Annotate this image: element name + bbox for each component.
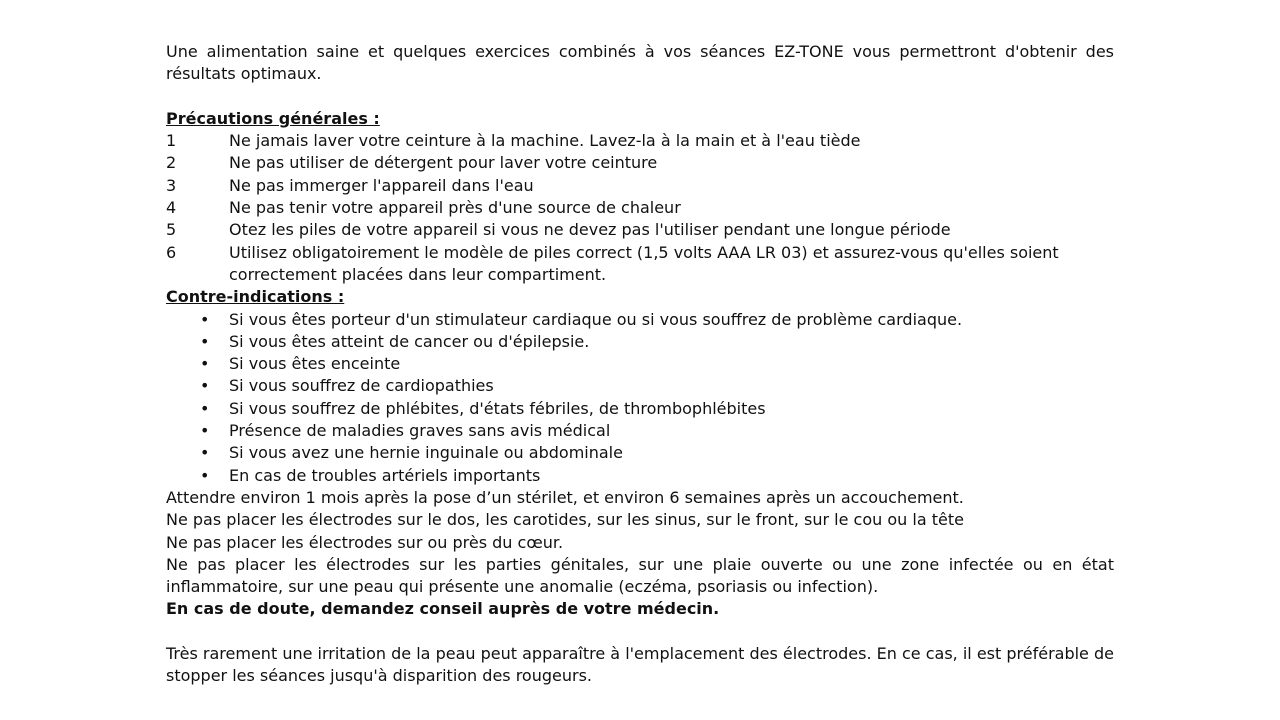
warning-text: En cas de doute, demandez conseil auprès de votre médecin. bbox=[166, 599, 720, 619]
list-item bbox=[166, 375, 1114, 397]
item-number: 1 bbox=[166, 131, 177, 151]
bullet-icon: • bbox=[200, 331, 210, 351]
item-text: Utilisez obligatoirement le modèle de piles correct (1,5 volts AAA LR 03) et assurez-vous qu'elles soient correctement placées dans leur compartiment. bbox=[229, 242, 1059, 284]
item-number: 3 bbox=[166, 175, 177, 195]
item-text: Ne pas tenir votre appareil près d'une source de chaleur bbox=[229, 198, 681, 218]
list-item bbox=[166, 197, 1114, 219]
list-item bbox=[166, 175, 1114, 197]
list-item bbox=[166, 242, 1114, 287]
document-page bbox=[166, 41, 1114, 688]
contre-indications-heading bbox=[166, 286, 1114, 308]
bullet-icon: • bbox=[200, 354, 210, 374]
contre-indications-list bbox=[166, 309, 1114, 487]
item-text: Si vous souffrez de cardiopathies bbox=[229, 376, 494, 396]
precautions-heading bbox=[166, 108, 1114, 130]
list-item bbox=[166, 331, 1114, 353]
item-number: 4 bbox=[166, 198, 177, 218]
bullet-icon: • bbox=[200, 398, 210, 418]
list-item bbox=[166, 420, 1114, 442]
bullet-icon: • bbox=[200, 421, 210, 441]
item-text: Si vous avez une hernie inguinale ou abdominale bbox=[229, 443, 623, 463]
note-sterilet: Attendre environ 1 mois après la pose d’un stérilet, et environ 6 semaines après un accouchement. bbox=[166, 487, 964, 507]
item-number: 5 bbox=[166, 220, 177, 240]
list-item bbox=[166, 442, 1114, 464]
item-number: 6 bbox=[166, 242, 177, 262]
bullet-icon: • bbox=[200, 309, 210, 329]
item-text: En cas de troubles artériels importants bbox=[229, 465, 541, 485]
item-text: Ne jamais laver votre ceinture à la machine. Lavez-la à la main et à l'eau tiède bbox=[229, 131, 861, 151]
item-text: Si vous êtes porteur d'un stimulateur cardiaque ou si vous souffrez de problème cardiaque. bbox=[229, 309, 963, 329]
spacer bbox=[166, 621, 1114, 643]
contre-indications-heading-text: Contre-indications : bbox=[166, 287, 345, 307]
note-electrodes-head: Ne pas placer les électrodes sur le dos, les carotides, sur les sinus, sur le front, sur le cou ou la tête bbox=[166, 510, 964, 530]
item-text: Si vous êtes enceinte bbox=[229, 354, 401, 374]
item-text: Présence de maladies graves sans avis médical bbox=[229, 421, 611, 441]
item-number: 2 bbox=[166, 153, 177, 173]
list-item bbox=[166, 465, 1114, 487]
bullet-icon: • bbox=[200, 465, 210, 485]
list-item bbox=[166, 130, 1114, 152]
bullet-icon: • bbox=[200, 443, 210, 463]
list-item bbox=[166, 353, 1114, 375]
item-text: Si vous êtes atteint de cancer ou d'épilepsie. bbox=[229, 331, 590, 351]
item-text: Otez les piles de votre appareil si vous ne devez pas l'utiliser pendant une longue période bbox=[229, 220, 951, 240]
item-text: Ne pas immerger l'appareil dans l'eau bbox=[229, 175, 534, 195]
intro-paragraph: Une alimentation saine et quelques exercices combinés à vos séances EZ-TONE vous permettront d'obtenir des résultats optimaux. bbox=[166, 42, 1114, 84]
bullet-icon: • bbox=[200, 376, 210, 396]
precautions-heading-text: Précautions générales : bbox=[166, 108, 380, 128]
note-electrodes-heart: Ne pas placer les électrodes sur ou près du cœur. bbox=[166, 532, 564, 552]
precautions-list bbox=[166, 130, 1114, 286]
closing-paragraph: Très rarement une irritation de la peau peut apparaître à l'emplacement des électrodes. En ce cas, il est préférable de stopper les séances jusqu'à disparition des rougeurs. bbox=[166, 644, 1114, 686]
list-item bbox=[166, 219, 1114, 241]
note-electrodes-skin: Ne pas placer les électrodes sur les parties génitales, sur une plaie ouverte ou une zone infectée ou en état inflammatoire, sur une peau qui présente une anomalie (eczéma, psoriasis ou infection). bbox=[166, 554, 1114, 597]
item-text: Ne pas utiliser de détergent pour laver votre ceinture bbox=[229, 153, 658, 173]
list-item bbox=[166, 309, 1114, 331]
spacer bbox=[166, 86, 1114, 108]
item-text: Si vous souffrez de phlébites, d'états fébriles, de thrombophlébites bbox=[229, 398, 766, 418]
list-item bbox=[166, 152, 1114, 174]
list-item bbox=[166, 398, 1114, 420]
